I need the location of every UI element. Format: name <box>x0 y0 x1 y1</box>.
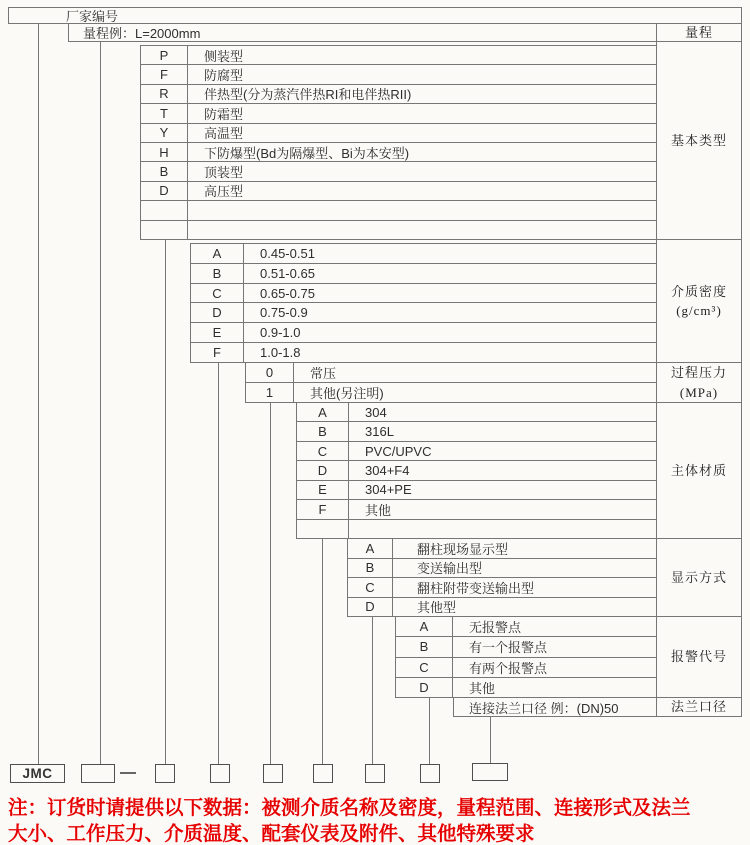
table-row <box>141 182 656 201</box>
table-row <box>191 244 656 264</box>
connector-line-medium-density <box>218 363 219 764</box>
table-row <box>297 500 656 519</box>
option-desc: 316L <box>365 424 394 440</box>
option-desc: 无报警点 <box>469 620 522 636</box>
connector-line-process-pressure <box>270 403 271 764</box>
table-row <box>297 442 656 461</box>
table-row <box>191 343 656 363</box>
table-row <box>141 124 656 143</box>
connector-line-manufacturer <box>38 24 39 764</box>
option-desc: 其他 <box>469 680 496 696</box>
model-field-box-flange-size <box>472 763 508 781</box>
option-desc: 常压 <box>310 366 337 381</box>
option-desc: 下防爆型(Bd为隔爆型、Bi为本安型) <box>204 145 410 161</box>
option-code: C <box>396 658 453 677</box>
option-desc: 其他(另注明) <box>310 386 384 401</box>
option-code: C <box>191 284 244 303</box>
option-desc: 0.65-0.75 <box>260 285 315 301</box>
category-label-body-material: 主体材质 <box>657 403 741 539</box>
option-code: D <box>297 461 349 479</box>
option-code: F <box>297 500 349 518</box>
table-row <box>141 201 656 220</box>
category-label-medium-density: 介质密度 (g/cm³) <box>657 240 741 363</box>
table-row <box>297 520 656 539</box>
option-code: 1 <box>246 383 294 402</box>
option-desc <box>349 520 656 538</box>
option-code: D <box>396 678 453 697</box>
category-label-process-pressure: 过程压力 (MPa) <box>657 363 741 403</box>
table-row <box>246 363 656 383</box>
table-row <box>297 422 656 441</box>
connector-line-flange-size <box>490 717 491 763</box>
option-code: E <box>297 481 349 499</box>
process-pressure-table <box>245 363 656 403</box>
table-row <box>396 678 656 698</box>
category-label-basic-type: 基本类型 <box>657 42 741 240</box>
connector-line-range <box>100 42 101 764</box>
option-desc: 翻柱附带变送输出型 <box>417 580 535 596</box>
option-code: R <box>141 85 188 103</box>
table-row <box>141 162 656 181</box>
option-code: B <box>297 422 349 440</box>
connector-line-alarm-code <box>429 698 430 764</box>
option-desc: 变送输出型 <box>417 561 483 577</box>
table-row <box>348 559 656 579</box>
table-row <box>191 323 656 343</box>
range-row <box>68 24 656 42</box>
table-row <box>454 698 656 717</box>
table-row <box>246 383 656 403</box>
table-row <box>396 637 656 657</box>
table-row <box>191 303 656 323</box>
connector-line-body-material <box>322 539 323 764</box>
option-code <box>141 221 188 239</box>
medium-density-table <box>190 243 656 363</box>
option-desc <box>188 201 656 219</box>
table-row <box>141 46 656 65</box>
option-desc <box>188 221 656 239</box>
option-desc: 连接法兰口径 例：(DN)50 <box>469 700 619 716</box>
option-code: F <box>191 343 244 362</box>
option-desc: 侧装型 <box>204 48 244 64</box>
option-code: D <box>348 598 393 617</box>
option-desc: 顶装型 <box>204 165 244 181</box>
option-desc: 有一个报警点 <box>469 640 548 656</box>
connector-line-basic-type <box>165 240 166 764</box>
option-code: E <box>191 323 244 342</box>
order-note-line2: 大小、工作压力、介质温度、配套仪表及附件、其他特殊要求 <box>8 823 535 845</box>
category-label-alarm-code: 报警代号 <box>657 617 741 698</box>
order-note <box>8 795 748 845</box>
option-code: C <box>348 578 393 597</box>
option-desc: 有两个报警点 <box>469 660 548 676</box>
table-row <box>348 578 656 598</box>
option-code: 0 <box>246 363 294 382</box>
table-row <box>141 65 656 84</box>
option-code: B <box>191 264 244 283</box>
alarm-code-table <box>395 617 656 698</box>
body-material-table <box>296 403 656 539</box>
option-code <box>141 201 188 219</box>
table-row <box>297 461 656 480</box>
table-row <box>191 264 656 284</box>
option-desc: 0.9-1.0 <box>260 325 301 341</box>
table-row <box>141 85 656 104</box>
table-row <box>297 403 656 422</box>
table-row <box>141 143 656 162</box>
option-code: P <box>141 46 188 64</box>
category-label-flange-size: 法兰口径 <box>657 698 741 717</box>
option-code: A <box>348 539 393 558</box>
option-desc: 0.45-0.51 <box>260 245 315 261</box>
model-field-box-medium-density <box>210 764 230 783</box>
dash-separator <box>120 772 136 774</box>
option-desc: 304+F4 <box>365 462 410 478</box>
option-code: A <box>297 403 349 421</box>
model-field-box-range <box>81 764 115 783</box>
table-row <box>396 617 656 637</box>
table-row <box>396 658 656 678</box>
option-code: B <box>396 637 453 656</box>
table-row <box>348 539 656 559</box>
option-code: D <box>191 303 244 322</box>
option-code <box>297 520 349 538</box>
flange-size-row <box>453 698 656 717</box>
connector-line-display-mode <box>372 617 373 764</box>
option-code: C <box>297 442 349 460</box>
option-desc: 翻柱现场显示型 <box>417 541 509 557</box>
option-desc: 304+PE <box>365 482 412 498</box>
option-desc: 304 <box>365 404 387 420</box>
option-desc: 防腐型 <box>204 68 244 84</box>
range-example-text: 量程例：L=2000mm <box>83 26 201 41</box>
table-row <box>191 284 656 304</box>
model-field-box-alarm-code <box>420 764 440 783</box>
basic-type-table <box>140 45 656 240</box>
category-label-range: 量程 <box>657 24 741 42</box>
model-field-box-display-mode <box>365 764 385 783</box>
model-field-box-basic-type <box>155 764 175 783</box>
manufacturer-code-box <box>8 7 742 24</box>
category-label-column <box>656 24 742 717</box>
option-code: Y <box>141 124 188 142</box>
table-row <box>141 221 656 240</box>
option-code: F <box>141 65 188 83</box>
option-code: B <box>348 559 393 578</box>
option-code: B <box>141 162 188 180</box>
option-code: A <box>191 244 244 263</box>
category-label-display-mode: 显示方式 <box>657 539 741 617</box>
option-desc: 防霜型 <box>204 106 244 122</box>
option-desc: 高温型 <box>204 126 244 142</box>
option-desc: 高压型 <box>204 184 244 200</box>
table-row <box>141 104 656 123</box>
display-mode-table <box>347 539 656 617</box>
option-desc: 1.0-1.8 <box>260 345 301 361</box>
option-code: A <box>396 617 453 636</box>
table-row <box>297 481 656 500</box>
model-prefix-box: JMC <box>10 764 65 783</box>
order-note-line1: 注：订货时请提供以下数据：被测介质名称及密度，量程范围、连接形式及法兰 <box>8 797 691 819</box>
table-row <box>348 598 656 618</box>
option-desc: 0.51-0.65 <box>260 265 315 281</box>
model-field-box-body-material <box>313 764 333 783</box>
option-code: T <box>141 104 188 122</box>
option-desc: 其他型 <box>417 600 457 616</box>
option-desc: PVC/UPVC <box>365 443 432 459</box>
option-desc: 0.75-0.9 <box>260 305 308 321</box>
option-code: D <box>141 182 188 200</box>
manufacturer-code-label: 厂家编号 <box>66 9 119 24</box>
option-desc: 伴热型(分为蒸汽伴热RI和电伴热RII) <box>204 87 412 103</box>
option-desc: 其他 <box>365 502 392 518</box>
model-field-box-process-pressure <box>263 764 283 783</box>
option-code: H <box>141 143 188 161</box>
